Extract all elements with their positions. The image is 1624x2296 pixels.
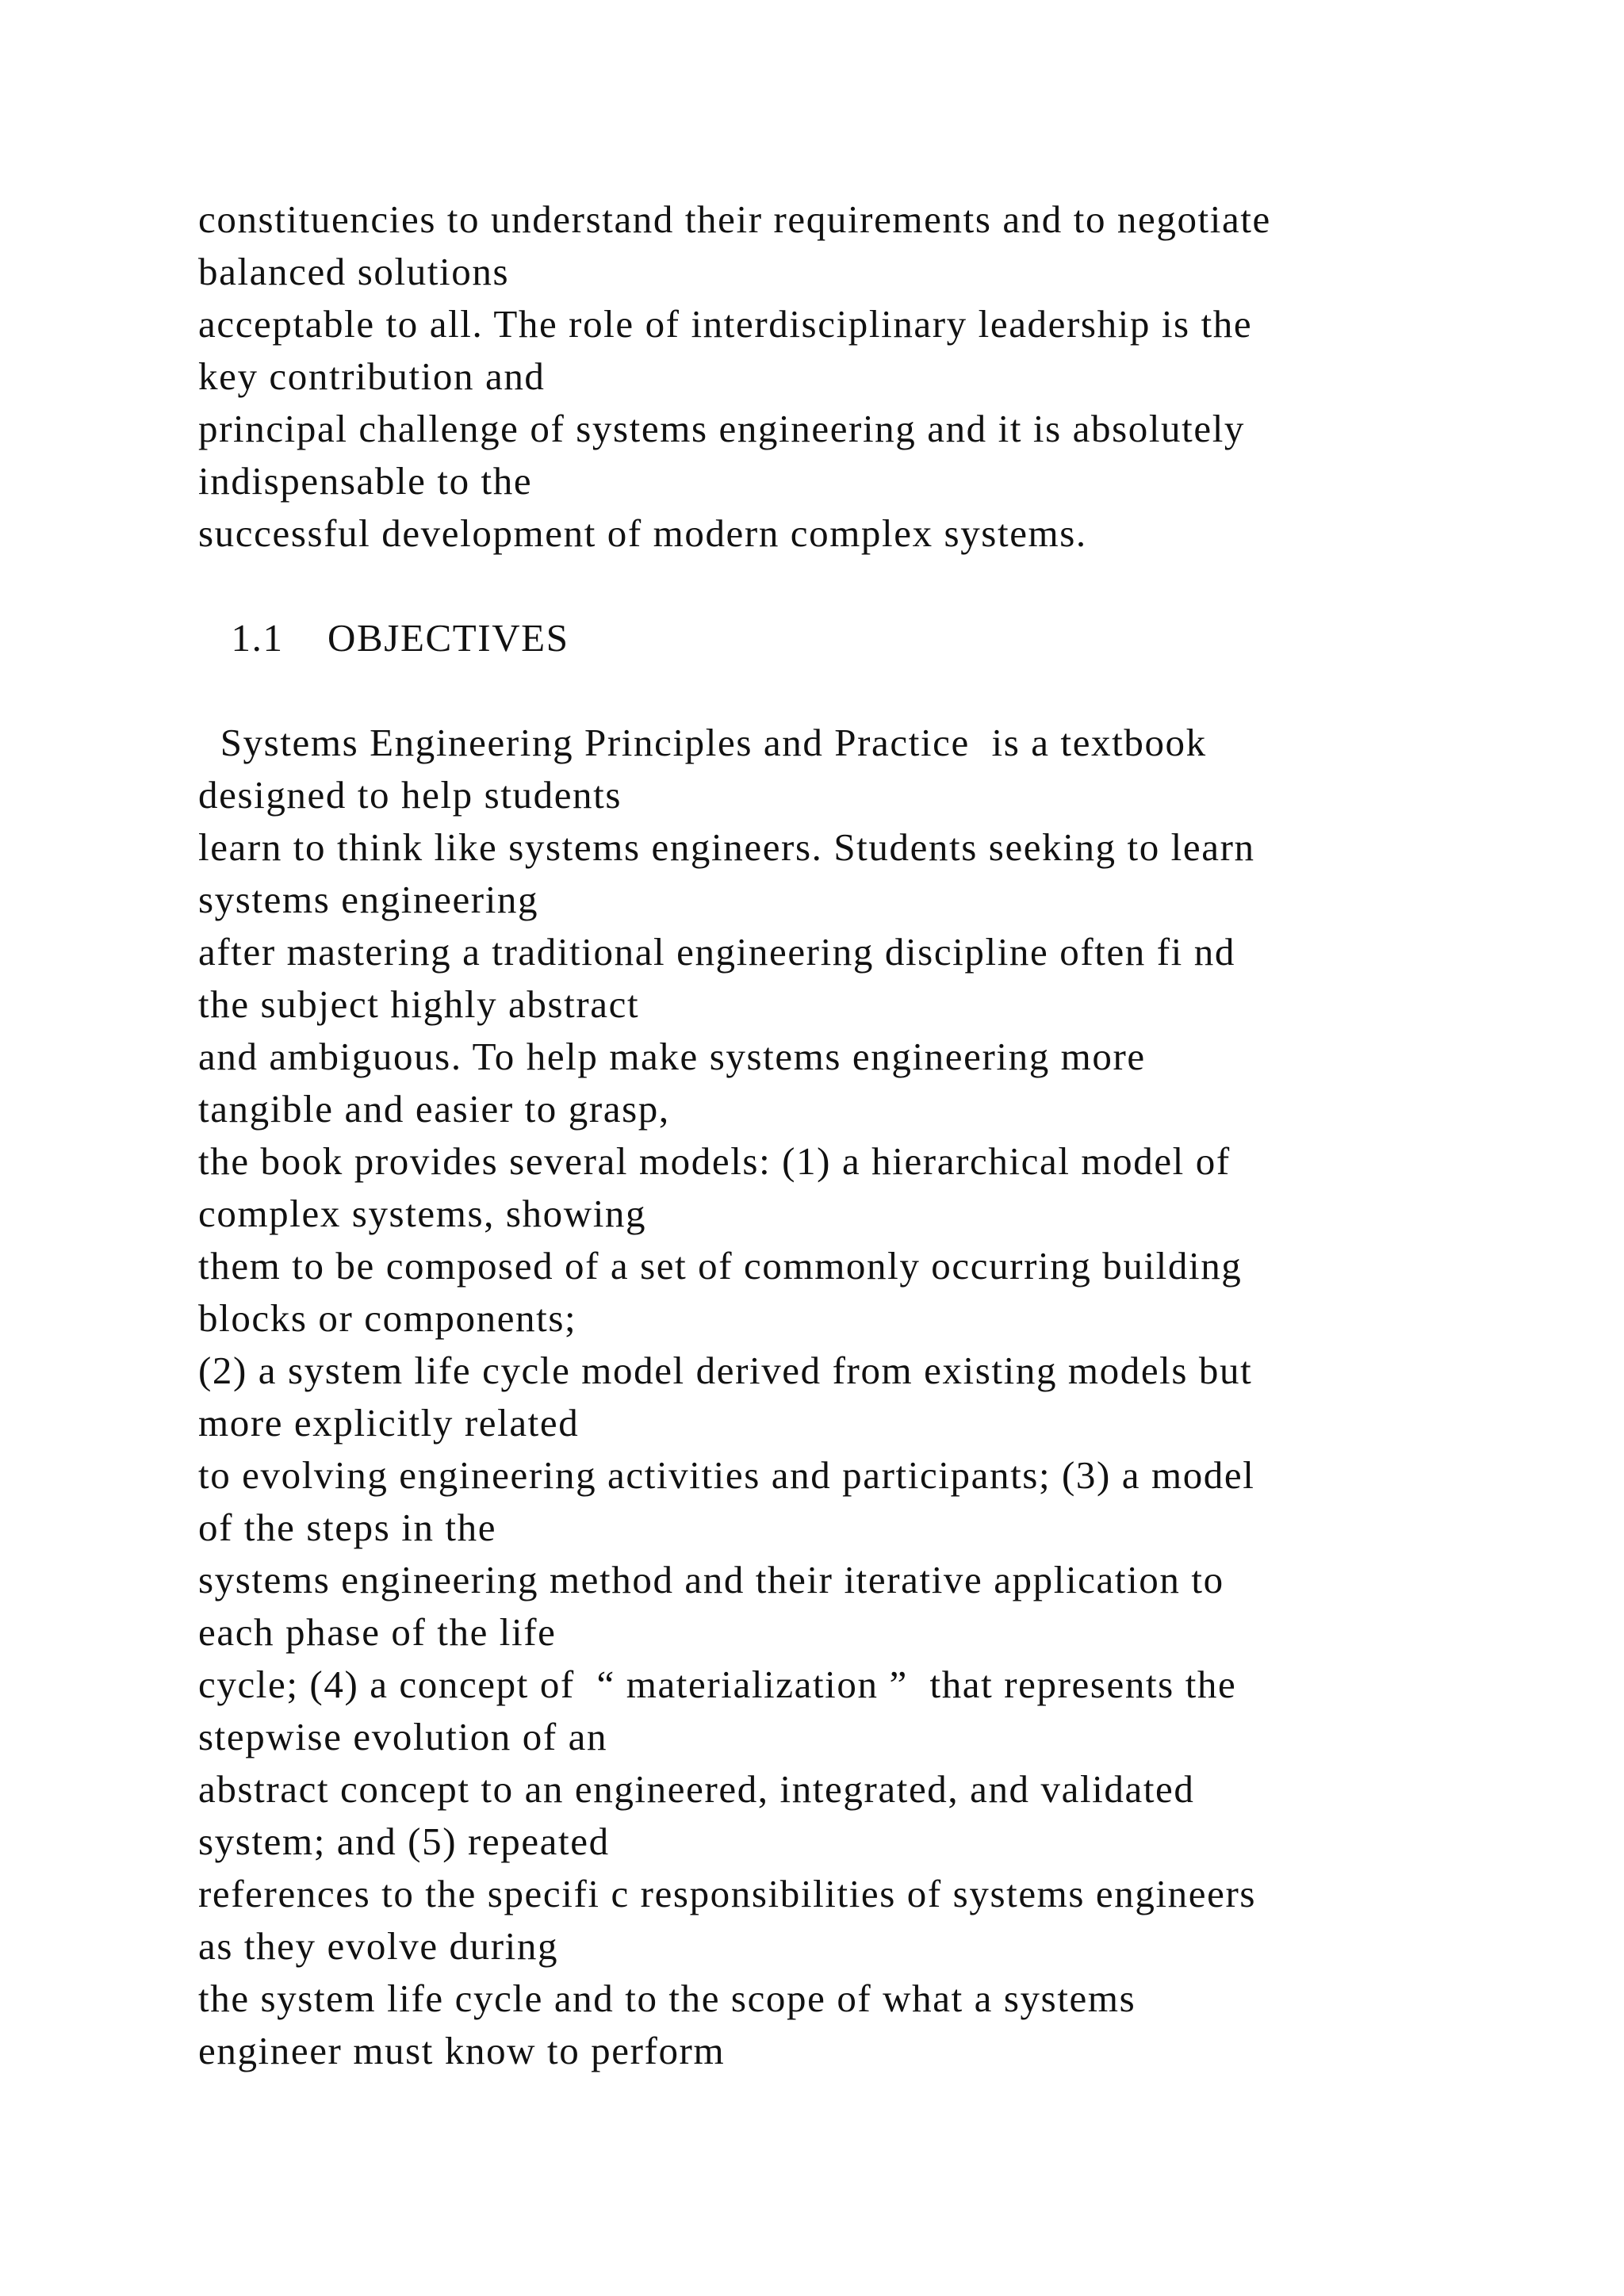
text-line: balanced solutions (198, 250, 510, 293)
text-line: systems engineering method and their iterative application to (198, 1558, 1224, 1601)
text-line: learn to think like systems engineers. Students seeking to learn (198, 825, 1255, 869)
text-line: after mastering a traditional engineering discipline often fi nd (198, 930, 1235, 974)
text-line: systems engineering (198, 878, 539, 921)
text-line: of the steps in the (198, 1506, 497, 1549)
objectives-paragraph (198, 717, 1546, 2077)
text-line: blocks or components; (198, 1296, 577, 1340)
text-line: the system life cycle and to the scope of what a systems (198, 1976, 1136, 2020)
text-line: cycle; (4) a concept of “ materialization ” that represents the (198, 1663, 1237, 1706)
text-line: the book provides several models: (1) a hierarchical model of (198, 1139, 1231, 1183)
text-line: stepwise evolution of an (198, 1715, 608, 1758)
text-line: designed to help students (198, 773, 622, 817)
text-line: engineer must know to perform (198, 2029, 726, 2072)
paragraph-gap (198, 560, 1546, 612)
text-line: as they evolve during (198, 1924, 559, 1968)
text-line: more explicitly related (198, 1401, 580, 1445)
text-line: key contribution and (198, 354, 546, 398)
text-line: abstract concept to an engineered, integrated, and validated (198, 1767, 1195, 1811)
text-line: acceptable to all. The role of interdisciplinary leadership is the (198, 302, 1253, 346)
section-heading: 1.1 OBJECTIVES (198, 616, 569, 660)
text-line: them to be composed of a set of commonly occurring building (198, 1244, 1243, 1288)
text-line: each phase of the life (198, 1610, 557, 1654)
text-line: complex systems, showing (198, 1192, 647, 1235)
paragraph-gap (198, 664, 1546, 717)
text-line: constituencies to understand their requirements and to negotiate (198, 197, 1271, 241)
text-line: indispensable to the (198, 459, 533, 503)
text-line: principal challenge of systems engineering and it is absolutely (198, 407, 1246, 450)
text-line: to evolving engineering activities and participants; (3) a model (198, 1453, 1255, 1497)
text-line: and ambiguous. To help make systems engineering more (198, 1035, 1146, 1078)
text-line: (2) a system life cycle model derived from existing models but (198, 1349, 1253, 1392)
text-line: successful development of modern complex systems. (198, 511, 1087, 555)
text-body (198, 193, 1546, 2077)
intro-paragraph (198, 193, 1546, 560)
text-line: system; and (5) repeated (198, 1820, 610, 1863)
text-line: tangible and easier to grasp, (198, 1087, 670, 1131)
text-line: references to the specifi c responsibilities of systems engineers (198, 1872, 1257, 1915)
text-line: Systems Engineering Principles and Practice is a textbook (198, 721, 1207, 764)
text-line: the subject highly abstract (198, 982, 640, 1026)
